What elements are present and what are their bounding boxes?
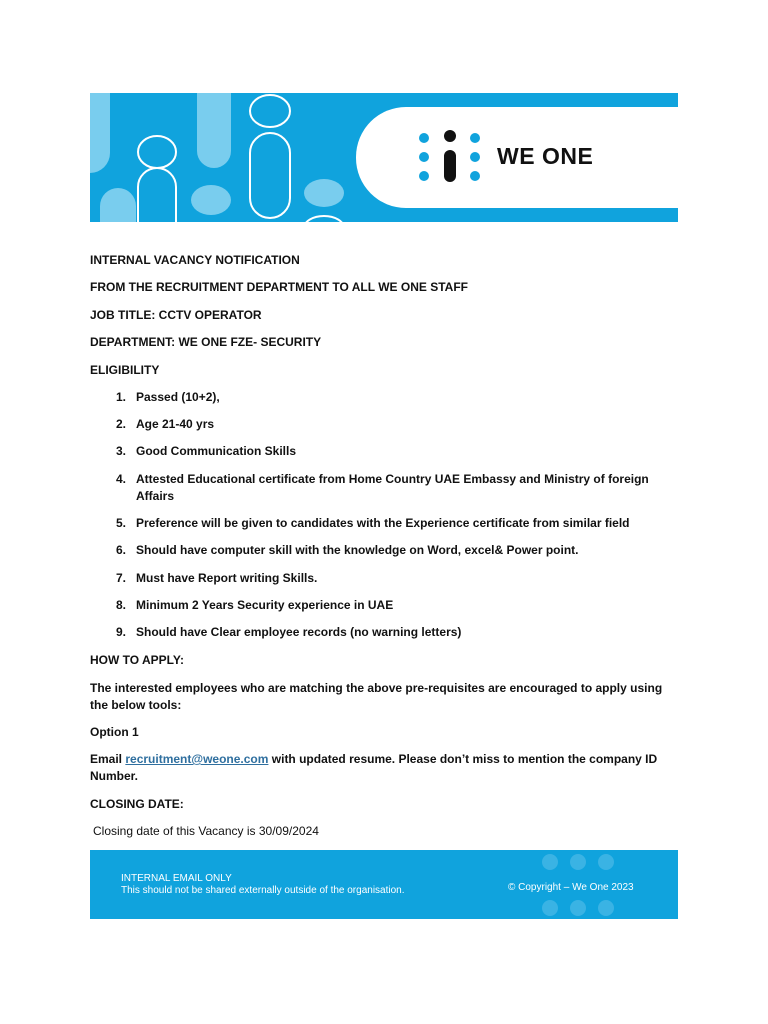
list-item-text: Should have computer skill with the knowledge on Word, excel& Power point. — [136, 543, 579, 557]
list-item-text: Preference will be given to candidates with the Experience certificate from similar field — [136, 516, 630, 530]
email-instruction — [90, 751, 682, 784]
footer-disclaimer: This should not be shared externally outside of the organisation. — [121, 885, 405, 896]
department: DEPARTMENT: WE ONE FZE- SECURITY — [90, 335, 322, 349]
list-item-number: 4. — [115, 472, 126, 486]
list-item-number: 6. — [115, 543, 126, 557]
option-label: Option 1 — [90, 725, 139, 739]
closing-text: Closing date of this Vacancy is 30/09/2024 — [93, 824, 319, 838]
list-item-number: 2. — [115, 417, 126, 431]
job-title: JOB TITLE: CCTV OPERATOR — [90, 308, 262, 322]
list-item-number: 9. — [115, 625, 126, 639]
footer-banner — [90, 850, 678, 919]
footer-copyright: © Copyright – We One 2023 — [508, 882, 634, 893]
list-item-text: Must have Report writing Skills. — [136, 571, 318, 585]
list-item-text: Passed (10+2), — [136, 390, 220, 404]
list-item-number: 3. — [115, 444, 126, 458]
list-item-text: Age 21-40 yrs — [136, 417, 215, 431]
list-item-number: 7. — [115, 571, 126, 585]
closing-heading: CLOSING DATE: — [90, 797, 184, 811]
notice-heading: INTERNAL VACANCY NOTIFICATION — [90, 253, 300, 267]
recruitment-email-link[interactable]: recruitment@weone.com — [125, 752, 269, 766]
list-item-number: 8. — [115, 598, 126, 612]
list-item-number: 1. — [115, 390, 126, 404]
list-item-text: Should have Clear employee records (no warning letters) — [136, 625, 462, 639]
eligibility-heading: ELIGIBILITY — [90, 363, 160, 377]
how-to-apply-text: The interested employees who are matching the above pre-requisites are encouraged to apply using the below tools: — [90, 681, 663, 712]
brand-name: WE ONE — [497, 143, 594, 169]
notice-from: FROM THE RECRUITMENT DEPARTMENT TO ALL WE ONE STAFF — [90, 280, 468, 294]
email-suffix: with updated resume. Please don’t miss to mention the company ID Number. — [90, 752, 658, 783]
how-to-apply-heading: HOW TO APPLY: — [90, 653, 185, 667]
email-prefix: Email — [90, 752, 126, 766]
we-one-logo-icon — [419, 130, 480, 182]
footer-internal-label: INTERNAL EMAIL ONLY — [121, 873, 232, 884]
list-item-text: Minimum 2 Years Security experience in UAE — [136, 598, 394, 612]
list-item-text: Good Communication Skills — [136, 444, 297, 458]
list-item-number: 5. — [115, 516, 126, 530]
list-item-text: Attested Educational certificate from Home Country UAE Embassy and Ministry of foreign Affairs — [136, 472, 649, 503]
